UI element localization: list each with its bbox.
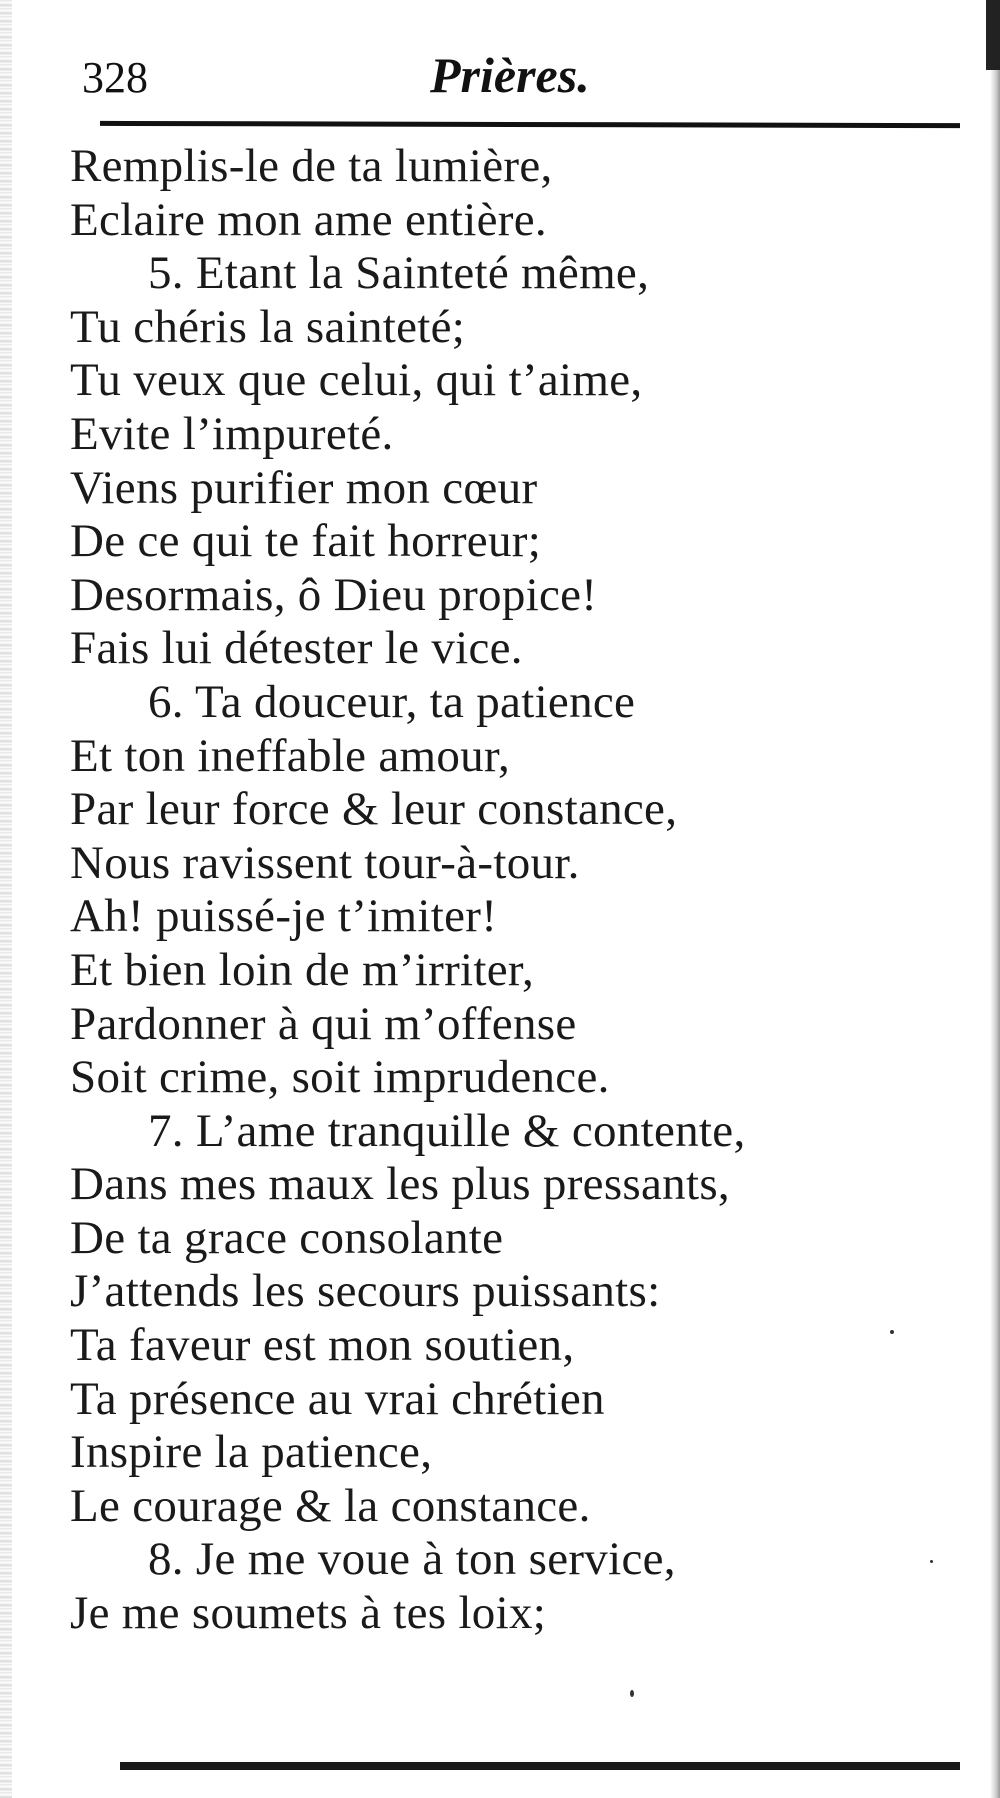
- stanza-start-line: 5. Etant la Sainteté même,: [148, 247, 650, 300]
- header-rule: [100, 121, 960, 128]
- verse-line: Et ton ineffable amour,: [70, 729, 511, 782]
- page-number: 328: [82, 53, 148, 102]
- stanza-start-line: 8. Je me voue à ton service,: [148, 1533, 676, 1586]
- verse-line: Et bien loin de m’irriter,: [70, 943, 535, 996]
- verse-line: Le courage & la constance.: [70, 1479, 591, 1532]
- verse-line: Dans mes maux les plus pressants,: [70, 1158, 730, 1211]
- verse-line: Remplis-le de ta lumière,: [70, 140, 553, 192]
- verse-line: Tu chéris la sainteté;: [70, 300, 466, 353]
- running-title: Prières.: [430, 47, 590, 103]
- verse-line: Ta faveur est mon soutien,: [70, 1319, 575, 1372]
- verse-line: De ta grace consolante: [70, 1211, 504, 1264]
- page-bottom-edge: [120, 1762, 960, 1770]
- verse-line: J’attends les secours puissants:: [70, 1265, 661, 1318]
- verse-line: Ah! puissé-je t’imiter!: [70, 890, 498, 943]
- verse-line: Ta présence au vrai chrétien: [70, 1372, 605, 1425]
- ink-speck: [930, 1560, 933, 1563]
- stanza-start-line: 6. Ta douceur, ta patience: [148, 675, 636, 728]
- verse-line: Soit crime, soit imprudence.: [70, 1051, 610, 1104]
- verse-line: Tu veux que celui, qui t’aime,: [70, 354, 643, 407]
- verse-line: Pardonner à qui m’offense: [70, 997, 577, 1050]
- verse-line: Eclaire mon ame entière.: [70, 193, 547, 246]
- ink-speck: [630, 1690, 634, 1697]
- verse-line: Desormais, ô Dieu propice!: [70, 568, 598, 621]
- page-left-edge: [0, 0, 12, 1798]
- stanza-start-line: 7. L’ame tranquille & contente,: [148, 1104, 746, 1157]
- page-corner-shadow: [986, 0, 1000, 70]
- verse-line: Par leur force & leur constance,: [70, 783, 678, 836]
- page-right-edge: [990, 0, 1000, 1798]
- verse-text: [70, 140, 950, 1641]
- verse-line: Inspire la patience,: [70, 1426, 433, 1479]
- verse-line: Nous ravissent tour-à-tour.: [70, 836, 580, 889]
- ink-speck: [890, 1330, 894, 1334]
- verse-line: Fais lui détester le vice.: [70, 622, 523, 675]
- verse-line: Viens purifier mon cœur: [70, 461, 538, 514]
- verse-line: Je me soumets à tes loix;: [70, 1587, 547, 1640]
- verse-line: Evite l’impureté.: [70, 407, 394, 460]
- verse-line: De ce qui te fait horreur;: [70, 515, 542, 568]
